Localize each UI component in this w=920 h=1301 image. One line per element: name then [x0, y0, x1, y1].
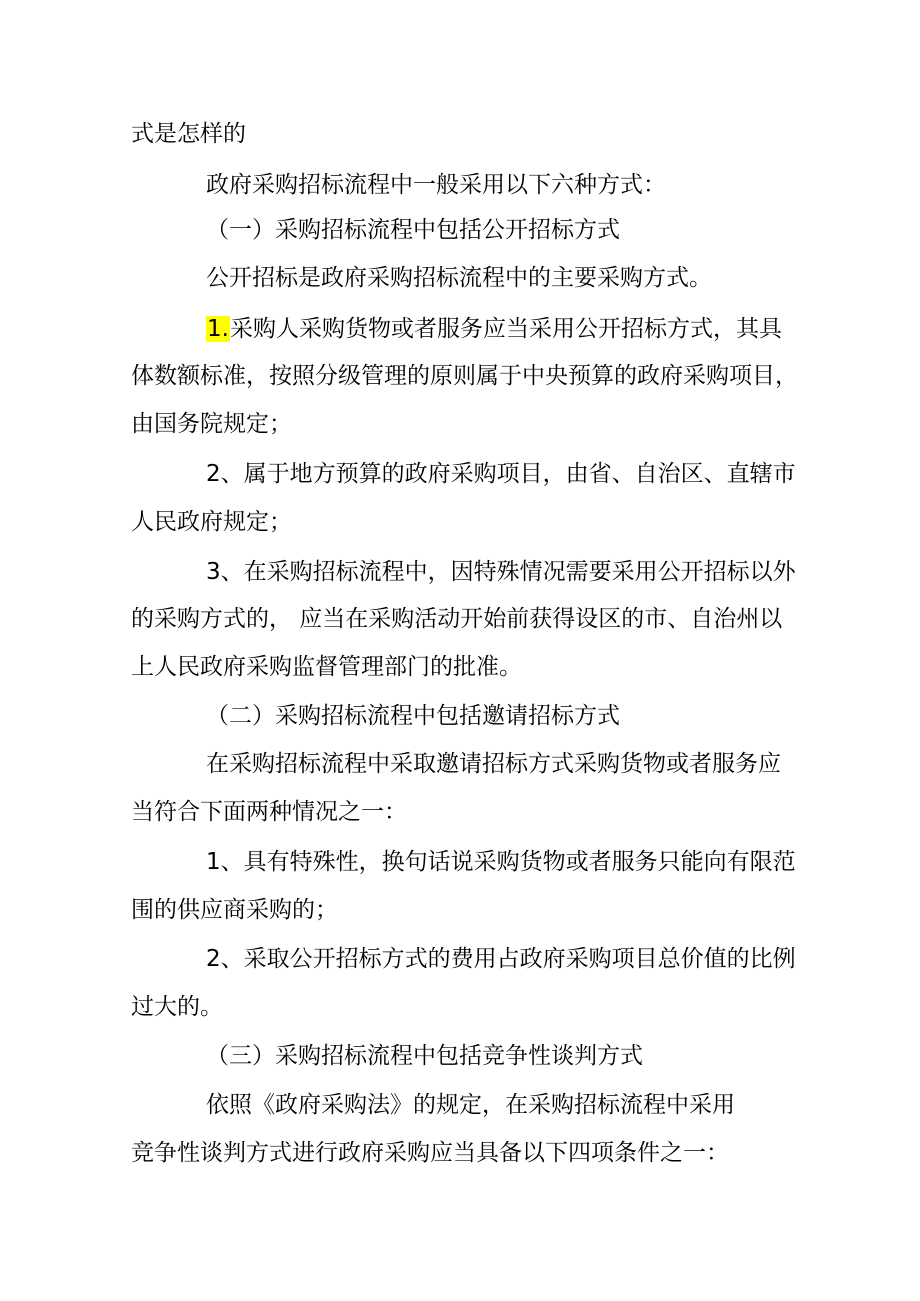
- text-line-19: 过大的。: [131, 994, 223, 1020]
- text-line-14: 在采购招标流程中采取邀请招标方式采购货物或者服务应: [206, 751, 781, 777]
- text-line-2: 政府采购招标流程中一般采用以下六种方式：: [206, 172, 666, 198]
- list-item-1-text: 采购人采购货物或者服务应当采用公开招标方式，其具: [229, 316, 782, 342]
- text-line-21: 依照《政府采购法》的规定，在采购招标流程中采用: [206, 1092, 735, 1118]
- text-line-11: 的采购方式的， 应当在采购活动开始前获得设区的市、自治州以: [131, 606, 783, 632]
- text-line-7: 由国务院规定；: [131, 411, 292, 437]
- text-line-4: 公开招标是政府采购招标流程中的主要采购方式。: [206, 265, 712, 291]
- list-item-2-line-1: 2、属于地方预算的政府采购项目，由省、自治区、直辖市: [206, 461, 796, 487]
- list-item-4-line-1: 1、具有特殊性，换句话说采购货物或者服务只能向有限范: [206, 849, 796, 875]
- text-line-1: 式是怎样的: [131, 121, 246, 147]
- text-line-6: 体数额标准，按照分级管理的原则属于中央预算的政府采购项目，: [131, 363, 798, 389]
- text-line-22: 竞争性谈判方式进行政府采购应当具备以下四项条件之一：: [131, 1140, 729, 1166]
- highlighted-number: 1.: [207, 316, 229, 342]
- list-item-1-line-1: [206, 313, 782, 345]
- text-line-12: 上人民政府采购监督管理部门的批准。: [131, 654, 522, 680]
- text-line-15: 当符合下面两种情况之一：: [131, 799, 407, 825]
- list-item-5-line-1: 2、采取公开招标方式的费用占政府采购项目总价值的比例: [206, 946, 796, 972]
- text-line-17: 围的供应商采购的；: [131, 897, 338, 923]
- section-heading-1: （一）采购招标流程中包括公开招标方式: [206, 217, 620, 243]
- section-heading-3: （三）采购招标流程中包括竞争性谈判方式: [206, 1043, 643, 1069]
- list-item-3-line-1: 3、在采购招标流程中，因特殊情况需要采用公开招标以外: [206, 559, 796, 585]
- section-heading-2: （二）采购招标流程中包括邀请招标方式: [206, 703, 620, 729]
- text-line-9: 人民政府规定；: [131, 509, 292, 535]
